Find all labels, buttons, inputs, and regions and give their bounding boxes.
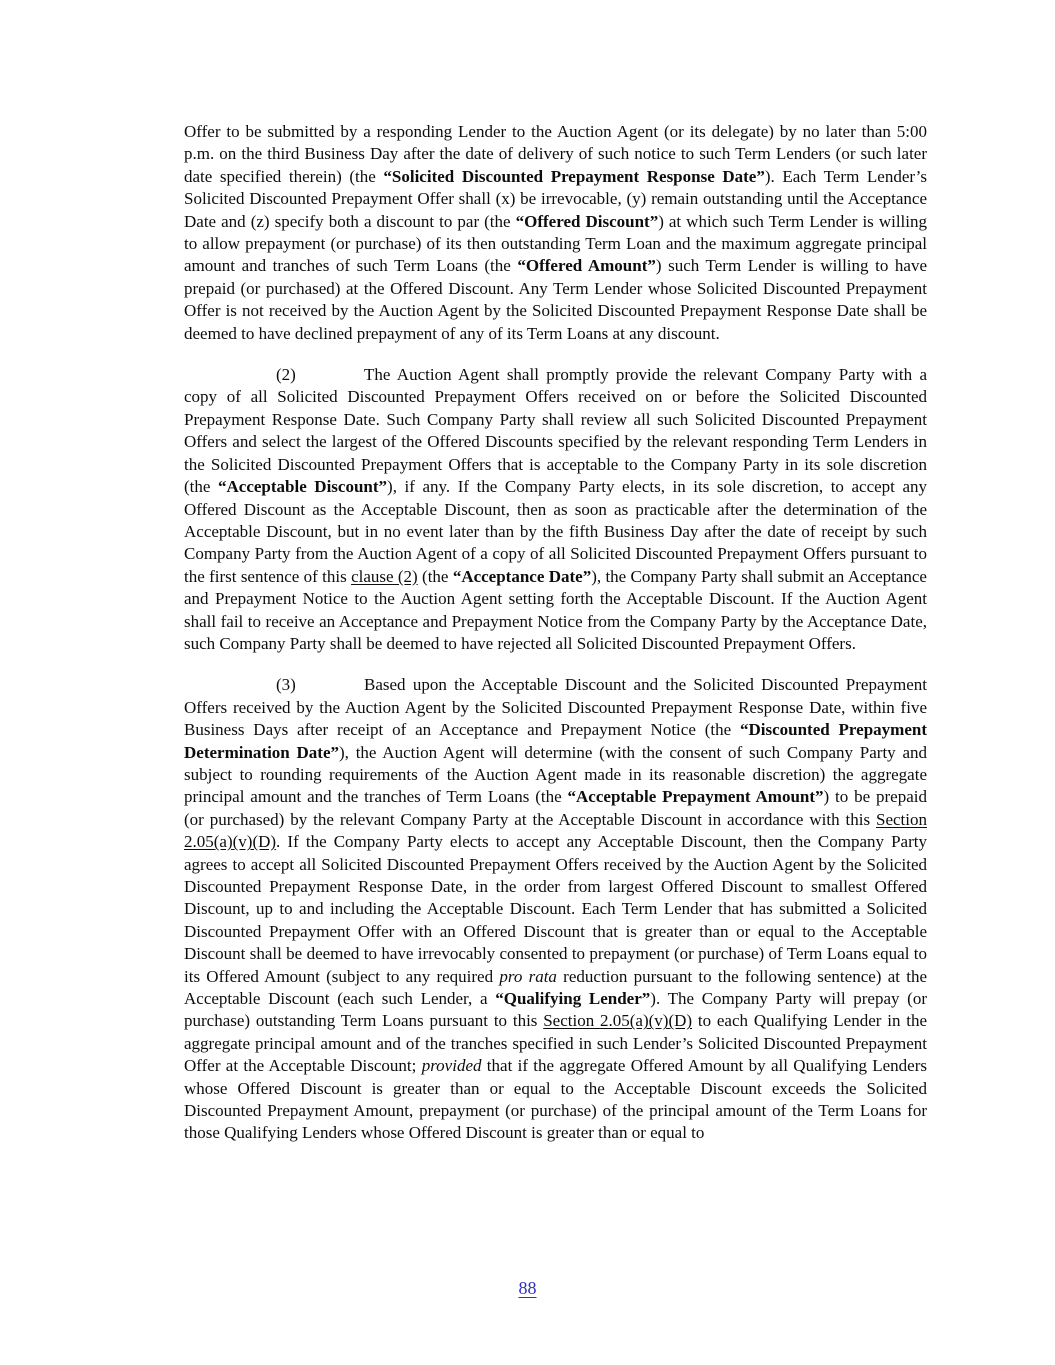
body-text: reduction pursuant to the following sentence) at the Acceptable Discount (each such Lender, a	[184, 966, 927, 1009]
paragraph-number: (2)	[276, 365, 296, 385]
defined-term: “Solicited Discounted Prepayment Response Date”	[383, 166, 765, 186]
italic-text: pro rata	[499, 966, 557, 986]
defined-term: “Offered Amount”	[517, 256, 656, 276]
body-text: . If the Company Party elects to accept any Acceptable Discount, then the Company Party agrees to accept all Solicited Discounted Prepayment Offers received by the Auction Agent by the Solicited Discounted Prepayment Response Date, in the order from largest Offered Discount to smallest Offered Discount, up to and including the Acceptable Discount. Each Term Lender that has submitted a Solicited Discounted Prepayment Offer with an Offered Discount that is greater than or equal to the Acceptable Discount shall be deemed to have irrevocably consented to prepayment (or purchase) of Term Loans equal to its Offered Amount (subject to any required	[184, 832, 927, 986]
paragraph	[184, 674, 927, 1145]
cross-reference-link[interactable]: clause (2)	[351, 566, 418, 586]
body-text: ), if any. If the Company Party elects, in its sole discretion, to accept any Offered Discount as the Acceptable Discount, then as soon as practicable after the determination of the Acceptable Discount, but in no event later than by the fifth Business Day after the date of receipt by such Company Party from the Auction Agent of a copy of all Solicited Discounted Prepayment Offers pursuant to the first sentence of this	[184, 477, 928, 586]
body-text: ) to be prepaid (or purchased) by the relevant Company Party at the Acceptable Discount in accordance with this	[184, 787, 927, 829]
text-block	[184, 121, 927, 1145]
body-text: that if the aggregate Offered Amount by all Qualifying Lenders whose Offered Discount is greater than or equal to the Acceptable Discount exceeds the Solicited Discounted Prepayment Amount, prepayment (or purchase) of the principal amount of the Term Loans for those Qualifying Lenders whose Offered Discount is greater than or equal to	[184, 1056, 927, 1143]
body-text: ) such Term Lender is willing to have prepaid (or purchased) at the Offered Discount. Any Term Lender whose Solicited Discounted Prepayment Offer is not received by the Auction Agent by the Solicited Discounted Prepayment Response Date shall be deemed to have declined prepayment of any of its Term Loans at any discount.	[184, 256, 927, 343]
cross-reference-link[interactable]: Section 2.05(a)(v)(D)	[543, 1011, 693, 1031]
body-text: ). The Company Party will prepay (or purchase) outstanding Term Loans pursuant to this	[184, 989, 928, 1031]
body-text: ). Each Term Lender’s Solicited Discounted Prepayment Offer shall (x) be irrevocable, (y) remain outstanding until the Acceptance Date and (z) specify both a discount to par (the	[184, 166, 928, 231]
italic-text: provided	[421, 1056, 482, 1076]
page-footer	[0, 1276, 1055, 1300]
body-text: Offer to be submitted by a responding Lender to the Auction Agent (or its delegate) by no later than 5:00 p.m. on the third Business Day after the date of delivery of such notice to such Term Lenders (or such later date specified therein) (the	[184, 122, 927, 186]
body-text: Based upon the Acceptable Discount and the Solicited Discounted Prepayment Offers received by the Auction Agent by the Solicited Discounted Prepayment Response Date, within five Business Days after receipt of an Acceptance and Prepayment Notice (the	[184, 675, 927, 740]
defined-term: “Acceptable Discount”	[218, 477, 388, 497]
defined-term: “Acceptable Prepayment Amount”	[567, 787, 824, 807]
defined-term: “Offered Discount”	[515, 211, 659, 231]
body-text: ) at which such Term Lender is willing to allow prepayment (or purchase) of its then outstanding Term Loan and the maximum aggregate principal amount and tranches of such Term Loans (the	[184, 211, 927, 276]
cross-reference-link[interactable]: Section 2.05(a)(v)(D)	[184, 809, 927, 852]
defined-term: “Discounted Prepayment Determination Date”	[184, 720, 927, 762]
body-text: to each Qualifying Lender in the aggregate principal amount and of the tranches specified in such Lender’s Solicited Discounted Prepayment Offer at the Acceptable Discount;	[184, 1011, 928, 1076]
paragraph	[184, 364, 927, 655]
body-text: ), the Company Party shall submit an Acceptance and Prepayment Notice to the Auction Agent setting forth the Acceptable Discount. If the Auction Agent shall fail to receive an Acceptance and Prepayment Notice from the Company Party by the Acceptance Date, such Company Party shall be deemed to have rejected all Solicited Discounted Prepayment Offers.	[184, 566, 927, 653]
paragraph-number: (3)	[276, 675, 296, 695]
defined-term: “Acceptance Date”	[452, 566, 592, 586]
body-text: The Auction Agent shall promptly provide the relevant Company Party with a copy of all Solicited Discounted Prepayment Offers received on or before the Solicited Discounted Prepayment Response Date. Such Company Party shall review all such Solicited Discounted Prepayment Offers and select the largest of the Offered Discounts specified by the relevant responding Term Lenders in the Solicited Discounted Prepayment Offers that is acceptable to the Company Party in its sole discretion (the	[184, 365, 927, 497]
body-text: ), the Auction Agent will determine (with the consent of such Company Party and subject to rounding requirements of the Auction Agent made in its reasonable discretion) the aggregate principal amount and the tranches of Term Loans (the	[184, 742, 927, 807]
body-text: (the	[417, 566, 453, 586]
page-number-link[interactable]: 88	[518, 1278, 537, 1298]
defined-term: “Qualifying Lender”	[495, 989, 651, 1009]
paragraph	[184, 121, 927, 345]
